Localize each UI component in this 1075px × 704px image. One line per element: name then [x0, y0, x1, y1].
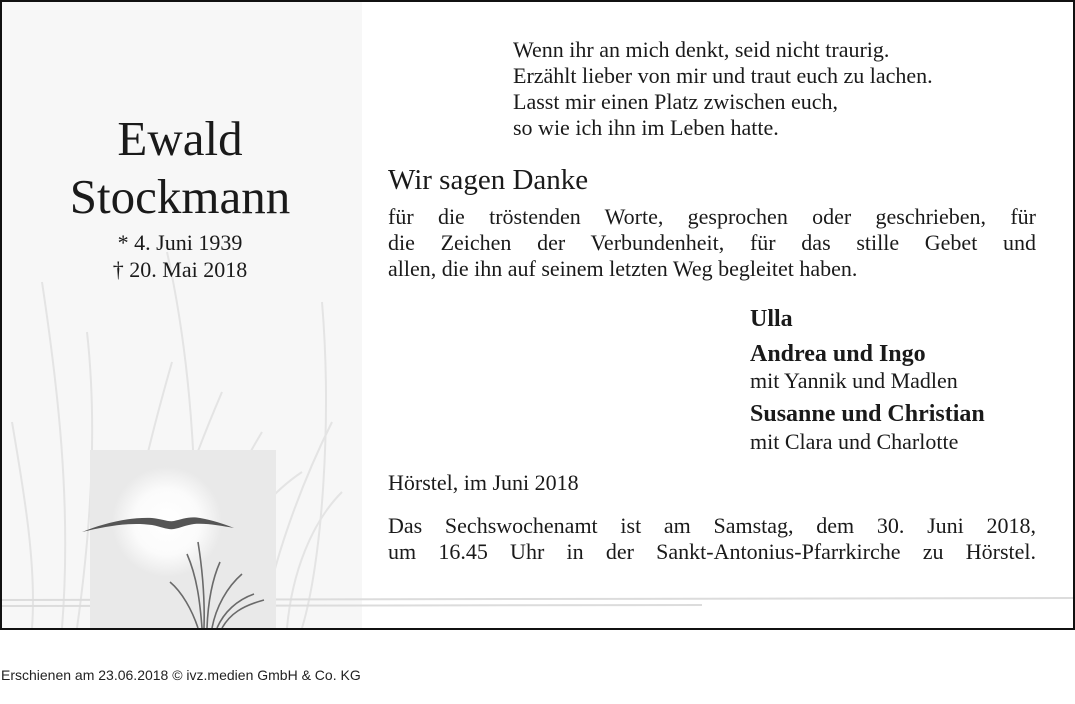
signer-children: mit Clara und Charlotte [750, 429, 959, 454]
signer-name: Susanne und Christian [750, 401, 985, 427]
publication-footer: Erschienen am 23.06.2018 © ivz.medien GmbH & Co. KG [1, 667, 361, 683]
signer-name: Ulla [750, 306, 793, 332]
deceased-last-name: Stockmann [69, 169, 291, 224]
poem [513, 37, 933, 141]
thanks-heading: Wir sagen Danke [388, 164, 589, 196]
service-line: Das Sechswochenamt ist am Samstag, dem 30. Juni 2018, [388, 513, 1036, 538]
signer-children: mit Yannik und Madlen [750, 368, 958, 393]
signer-name: Andrea und Ingo [750, 341, 926, 367]
birth-date: * 4. Juni 1939 [117, 230, 243, 255]
poem-line: Wenn ihr an mich denkt, seid nicht traurig. [513, 37, 890, 62]
service-notice [388, 513, 1036, 565]
inset-picture [82, 450, 276, 628]
poem-line: Lasst mir einen Platz zwischen euch, [513, 89, 839, 114]
service-line: um 16.45 Uhr in der Sankt-Antonius-Pfarrkirche zu Hörstel. [388, 539, 1036, 564]
poem-line: so wie ich ihn im Leben hatte. [513, 115, 779, 140]
deceased-first-name: Ewald [117, 111, 243, 166]
thanks-line: für die tröstenden Worte, gesprochen oder geschrieben, für [388, 204, 1036, 229]
thanks-line: die Zeichen der Verbundenheit, für das stille Gebet und [388, 230, 1036, 255]
place-date: Hörstel, im Juni 2018 [388, 470, 579, 495]
thanks-line: allen, die ihn auf seinem letzten Weg begleitet haben. [388, 256, 858, 281]
poem-line: Erzählt lieber von mir und traut euch zu lachen. [513, 63, 933, 88]
thanks-text [388, 204, 1036, 282]
death-date: † 20. Mai 2018 [112, 257, 248, 282]
